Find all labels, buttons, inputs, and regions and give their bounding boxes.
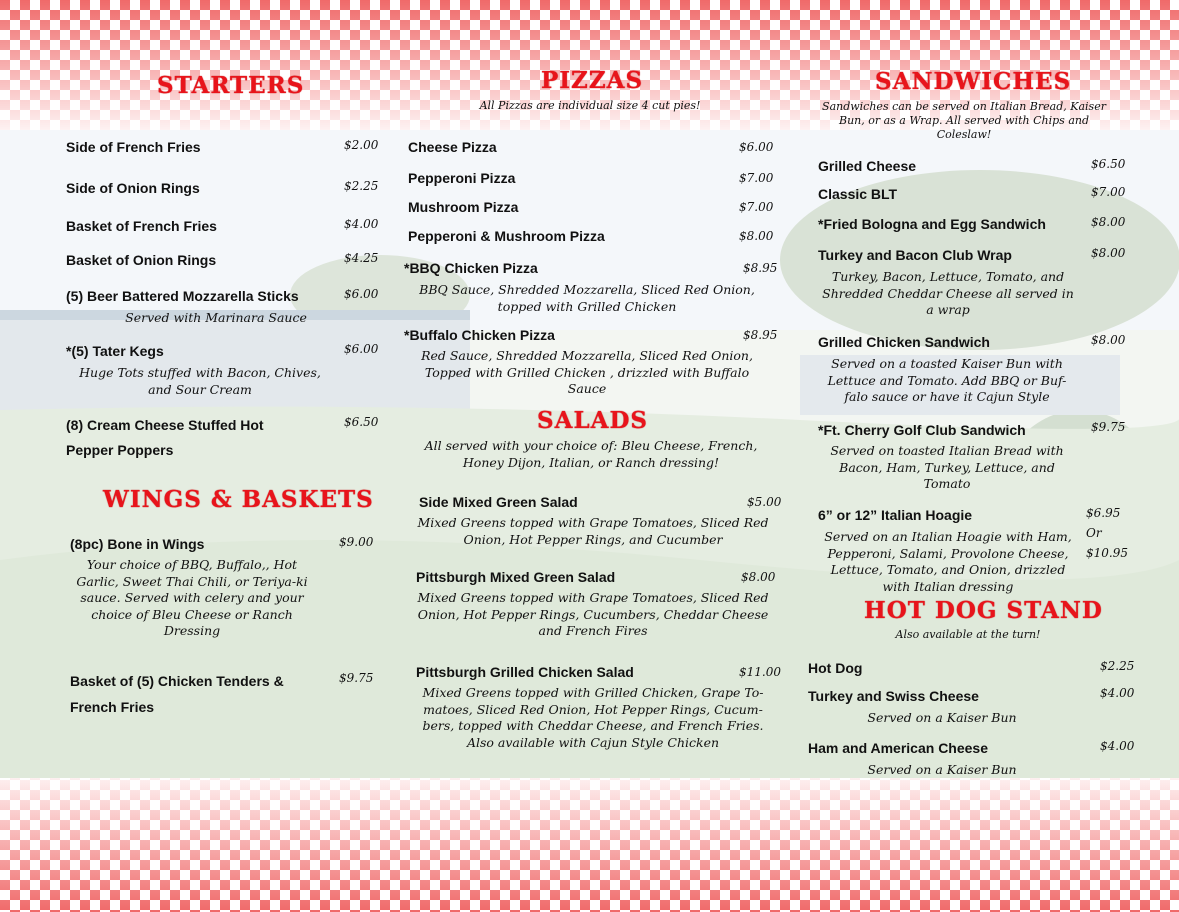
hotdog-title: HOT DOG STAND xyxy=(864,597,1103,624)
menu-item-description: Served with Marinara Sauce xyxy=(125,310,307,325)
starters-title: STARTERS xyxy=(157,72,305,99)
menu-item-name-line2: French Fries xyxy=(70,699,155,715)
menu-item-price: $8.00 xyxy=(741,570,776,584)
menu-item-name: Basket of Onion Rings xyxy=(66,252,217,268)
menu-item-name: (8pc) Bone in Wings xyxy=(70,536,205,552)
menu-item-price: $4.00 xyxy=(1100,739,1135,753)
menu-item-price: $9.75 xyxy=(339,671,374,685)
menu-item-price: $6.50 xyxy=(1091,157,1126,171)
menu-item-price: $9.75 xyxy=(1091,420,1126,434)
menu-item-description: Served on a toasted Kaiser Bun with Lettuce and Tomato. Add BBQ or Buf-falo sauce or have it Cajun Style xyxy=(827,356,1067,404)
menu-item-name: Side of French Fries xyxy=(66,139,201,155)
menu-item-description: Served on an Italian Hoagie with Ham, Pepperoni, Salami, Provolone Cheese, Lettuce, Tomato, and Onion, drizzled with Italian dressing xyxy=(824,529,1072,594)
menu-item-name: Pepperoni Pizza xyxy=(408,170,516,186)
menu-item-price: $6.00 xyxy=(739,140,774,154)
menu-item-name: Pittsburgh Grilled Chicken Salad xyxy=(416,664,634,680)
menu-item-description: Served on toasted Italian Bread with Bacon, Ham, Turkey, Lettuce, and Tomato xyxy=(830,443,1064,491)
menu-item-description: Huge Tots stuffed with Bacon, Chives, and Sour Cream xyxy=(79,365,321,397)
menu-item-price: $6.00 xyxy=(344,342,379,356)
menu-item-price: $6.00 xyxy=(344,287,379,301)
menu-item-name: Ham and American Cheese xyxy=(808,740,988,756)
menu-item-name: Pittsburgh Mixed Green Salad xyxy=(416,569,616,585)
menu-item-description: Mixed Greens topped with Grape Tomatoes, Sliced Red Onion, Hot Pepper Rings, and Cucumber xyxy=(417,515,769,547)
menu-item-price-alt: $10.95 xyxy=(1086,546,1128,560)
menu-item-price: $2.00 xyxy=(344,138,379,152)
menu-item-price: $6.95 xyxy=(1086,506,1121,520)
salads-subtitle: All served with your choice of: Bleu Cheese, French, Honey Dijon, Italian, or Ranch dressing! xyxy=(424,438,758,470)
menu-item-price: $8.00 xyxy=(1091,246,1126,260)
menu-item-name: *Fried Bologna and Egg Sandwich xyxy=(818,216,1046,232)
menu-item-name: Side of Onion Rings xyxy=(66,180,200,196)
menu-item-price: $7.00 xyxy=(1091,185,1126,199)
menu-item-description: Mixed Greens topped with Grape Tomatoes, Sliced Red Onion, Hot Pepper Rings, Cucumbers, Cheddar Cheese and French Fires xyxy=(417,590,769,638)
menu-item-price: $11.00 xyxy=(739,665,781,679)
menu-item-price-or: Or xyxy=(1086,526,1102,540)
menu-item-price: $8.95 xyxy=(743,261,778,275)
menu-item-name: *Buffalo Chicken Pizza xyxy=(404,327,555,343)
menu-item-description: Red Sauce, Shredded Mozzarella, Sliced Red Onion, Topped with Grilled Chicken , drizzled with Buffalo Sauce xyxy=(421,348,753,396)
menu-item-price: $7.00 xyxy=(739,200,774,214)
menu-item-description: Your choice of BBQ, Buffalo,, Hot Garlic, Sweet Thai Chili, or Teriya-ki sauce. Served with celery and your choice of Bleu Cheese or Ranch Dressing xyxy=(76,557,308,638)
menu-item-name: Cheese Pizza xyxy=(408,139,497,155)
menu-item-price: $4.00 xyxy=(344,217,379,231)
menu-item-description: BBQ Sauce, Shredded Mozzarella, Sliced Red Onion, topped with Grilled Chicken xyxy=(419,282,755,314)
menu-item-description: Turkey, Bacon, Lettuce, Tomato, and Shredded Cheddar Cheese all served in a wrap xyxy=(822,269,1074,317)
menu-item-name: Pepperoni & Mushroom Pizza xyxy=(408,228,605,244)
menu-item-name: Mushroom Pizza xyxy=(408,199,519,215)
menu-item-name: *BBQ Chicken Pizza xyxy=(404,260,538,276)
menu-item-price: $9.00 xyxy=(339,535,374,549)
menu-item-name: 6” or 12” Italian Hoagie xyxy=(818,507,973,523)
menu-item-description: Served on a Kaiser Bun xyxy=(867,762,1017,777)
menu-item-price: $8.95 xyxy=(743,328,778,342)
hotdog-subtitle: Also available at the turn! xyxy=(895,628,1041,641)
menu-item-description: Served on a Kaiser Bun xyxy=(867,710,1017,725)
menu-item-price: $4.00 xyxy=(1100,686,1135,700)
menu-item-name: Hot Dog xyxy=(808,660,863,676)
menu-item-price: $5.00 xyxy=(747,495,782,509)
menu-item-name: *Ft. Cherry Golf Club Sandwich xyxy=(818,422,1026,438)
menu-item-name: (5) Beer Battered Mozzarella Sticks xyxy=(66,288,299,304)
menu-item-name: Grilled Chicken Sandwich xyxy=(818,334,990,350)
sandwiches-subtitle: Sandwiches can be served on Italian Bread, Kaiser Bun, or as a Wrap. All served with Chips and Coleslaw! xyxy=(822,100,1106,141)
sandwiches-title: SANDWICHES xyxy=(875,68,1072,95)
pizzas-title: PIZZAS xyxy=(541,67,644,94)
menu-item-name: Basket of (5) Chicken Tenders & xyxy=(70,673,284,689)
menu-item-price: $6.50 xyxy=(344,415,379,429)
menu-item-name: (8) Cream Cheese Stuffed Hot xyxy=(66,417,264,433)
menu-item-description: Mixed Greens topped with Grilled Chicken, Grape To-matoes, Sliced Red Onion, Hot Pepper Rings, Cucum-bers, topped with Cheddar Cheese, and French Fries. Also available with Cajun Style Chicken xyxy=(422,685,764,750)
menu-item-name-line2: Pepper Poppers xyxy=(66,442,174,458)
menu-item-price: $8.00 xyxy=(1091,215,1126,229)
pizzas-subtitle: All Pizzas are individual size 4 cut pies! xyxy=(479,99,701,112)
menu-item-name: Turkey and Bacon Club Wrap xyxy=(818,247,1012,263)
menu-item-name: Basket of French Fries xyxy=(66,218,217,234)
salads-title: SALADS xyxy=(537,407,649,434)
menu-item-price: $2.25 xyxy=(1100,659,1135,673)
menu-item-name: Grilled Cheese xyxy=(818,158,917,174)
menu-item-price: $8.00 xyxy=(739,229,774,243)
menu-item-name: Turkey and Swiss Cheese xyxy=(808,688,979,704)
menu-item-name: Side Mixed Green Salad xyxy=(419,494,578,510)
menu-item-price: $8.00 xyxy=(1091,333,1126,347)
menu-item-name: *(5) Tater Kegs xyxy=(66,343,164,359)
menu-item-price: $7.00 xyxy=(739,171,774,185)
menu-item-name: Classic BLT xyxy=(818,186,898,202)
menu-item-price: $4.25 xyxy=(344,251,379,265)
wings-title: WINGS & BASKETS xyxy=(103,486,374,513)
menu-item-price: $2.25 xyxy=(344,179,379,193)
